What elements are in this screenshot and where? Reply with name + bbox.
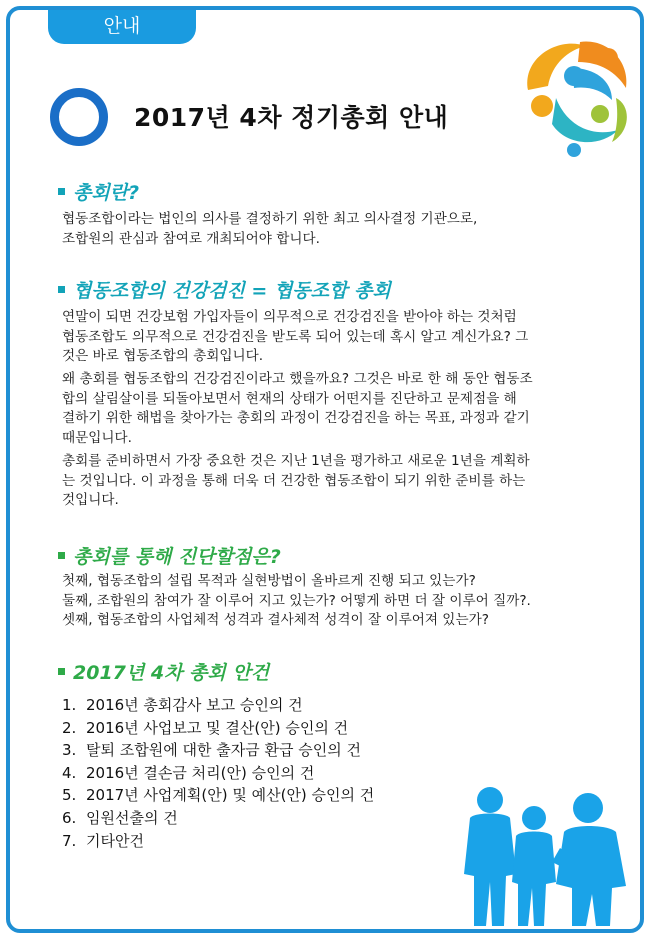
page-title: 2017년 4차 정기총회 안내 <box>134 103 449 132</box>
agenda-item: 3. 탈퇴 조합원에 대한 출자금 환급 승인의 건 <box>62 741 361 760</box>
heading-diagnosis: 총회를 통해 진단할점은? <box>58 542 281 569</box>
heading-bullet <box>58 668 65 675</box>
agenda-item: 6. 임원선출의 건 <box>62 808 178 827</box>
agenda-item: 5. 2017년 사업계획(안) 및 예산(안) 승인의 건 <box>62 786 375 805</box>
agenda-item: 4. 2016년 결손금 처리(안) 승인의 건 <box>62 763 315 782</box>
title-ring-icon <box>50 88 108 146</box>
agenda-item: 2. 2016년 사업보고 및 결산(안) 승인의 건 <box>62 718 349 737</box>
checkup-paragraph-2: 왜 총회를 협동조합의 건강검진이라고 했을까요? 그것은 바로 한 해 동안 협동조 합의 살림살이를 되돌아보면서 현재의 상태가 어떤지를 진단하고 문제점을 해 결하기 위한 해법을 찾아가는 총회의 과정이 건강검진을 하는 목표, 과정과 같기 때문입니다. <box>62 371 533 446</box>
heading-agenda: 2017년 4차 총회 안건 <box>58 658 269 685</box>
diagnosis-text: 첫째, 협동조합의 설립 목적과 실현방법이 올바르게 진행 되고 있는가? 둘째, 조합원의 참여가 잘 이루어 지고 있는가? 어떻게 하면 더 잘 이루어 질까?. 셋째, 협동조합의 사업체적 성격과 결사체적 성격이 잘 이루어져 있는가? <box>62 573 531 628</box>
about-text: 협동조합이라는 법인의 의사를 결정하기 위한 최고 의사결정 기관으로, 조합원의 관심과 참여로 개최되어야 합니다. <box>62 211 478 247</box>
heading-checkup: 협동조합의 건강검진 = 협동조합 총회 <box>58 276 391 303</box>
notice-tab: 안내 <box>48 10 196 44</box>
heading-about: 총회란? <box>58 178 139 205</box>
cooperative-logo-icon <box>508 28 638 158</box>
people-silhouette-icon <box>456 778 634 928</box>
agenda-item: 1. 2016년 총회감사 보고 승인의 건 <box>62 696 303 714</box>
checkup-paragraph-3: 총회를 준비하면서 가장 중요한 것은 지난 1년을 평가하고 새로운 1년을 계획하 는 것입니다. 이 과정을 통해 더욱 더 건강한 협동조합이 되기 위한 준비를 하는 것입니다. <box>62 453 530 508</box>
agenda-item: 7. 기타안건 <box>62 831 144 850</box>
checkup-paragraph-1: 연말이 되면 건강보험 가입자들이 의무적으로 건강검진을 받아야 하는 것처럼 협동조합도 의무적으로 건강검진을 받도록 되어 있는데 혹시 알고 계신가요? 그 것은 바로 협동조합의 총회입니다. <box>62 309 529 364</box>
agenda-list <box>62 694 374 852</box>
notice-page <box>6 6 644 933</box>
heading-bullet <box>58 286 65 293</box>
heading-bullet <box>58 552 65 559</box>
heading-bullet <box>58 188 65 195</box>
